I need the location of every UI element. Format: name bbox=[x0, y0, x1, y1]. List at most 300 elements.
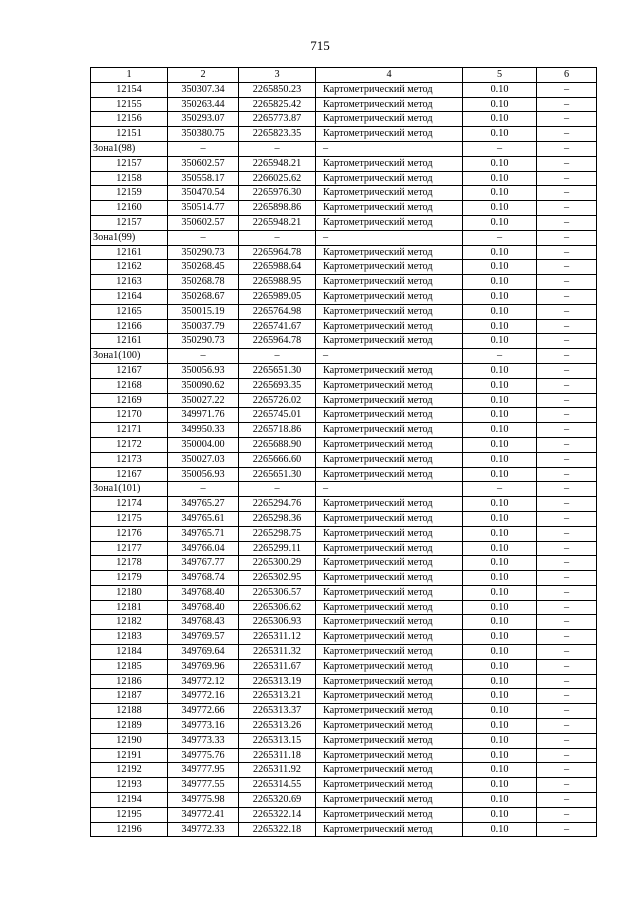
table-cell: 0.10 bbox=[463, 215, 537, 230]
table-cell: – bbox=[239, 230, 316, 245]
table-cell: 349777.55 bbox=[168, 778, 239, 793]
table-row bbox=[91, 156, 597, 171]
table-cell: 12165 bbox=[91, 304, 168, 319]
table-cell: 0.10 bbox=[463, 778, 537, 793]
table-cell: 12164 bbox=[91, 289, 168, 304]
table-cell: – bbox=[537, 156, 597, 171]
table-row bbox=[91, 408, 597, 423]
table-cell: 349772.41 bbox=[168, 807, 239, 822]
table-cell: – bbox=[239, 141, 316, 156]
zone-header-row bbox=[91, 349, 597, 364]
table-row bbox=[91, 201, 597, 216]
table-cell: Картометрический метод bbox=[316, 719, 463, 734]
table-cell: 0.10 bbox=[463, 511, 537, 526]
table-cell: 350293.07 bbox=[168, 112, 239, 127]
table-cell: 12161 bbox=[91, 245, 168, 260]
table-cell: 0.10 bbox=[463, 112, 537, 127]
table-row bbox=[91, 689, 597, 704]
table-cell: – bbox=[537, 807, 597, 822]
table-cell: Картометрический метод bbox=[316, 497, 463, 512]
table-cell: 12174 bbox=[91, 497, 168, 512]
table-cell: Картометрический метод bbox=[316, 585, 463, 600]
table-cell: 0.10 bbox=[463, 526, 537, 541]
zone-header-row bbox=[91, 482, 597, 497]
table-cell: Картометрический метод bbox=[316, 807, 463, 822]
table-cell: – bbox=[537, 319, 597, 334]
table-row bbox=[91, 171, 597, 186]
table-cell: 349767.77 bbox=[168, 556, 239, 571]
table-cell: 2265651.30 bbox=[239, 467, 316, 482]
table-cell: 0.10 bbox=[463, 363, 537, 378]
table-cell: 12167 bbox=[91, 363, 168, 378]
table-body bbox=[91, 82, 597, 837]
table-cell: 12163 bbox=[91, 275, 168, 290]
table-cell: 349768.43 bbox=[168, 615, 239, 630]
table-cell: – bbox=[537, 408, 597, 423]
table-cell: Картометрический метод bbox=[316, 215, 463, 230]
table-cell: 2265823.35 bbox=[239, 127, 316, 142]
table-cell: Картометрический метод bbox=[316, 630, 463, 645]
table-cell: 12157 bbox=[91, 215, 168, 230]
table-cell: – bbox=[537, 541, 597, 556]
table-cell: – bbox=[537, 230, 597, 245]
table-cell: Зона1(101) bbox=[91, 482, 168, 497]
table-cell: 350004.00 bbox=[168, 437, 239, 452]
table-cell: – bbox=[537, 733, 597, 748]
table-cell: 2265964.78 bbox=[239, 245, 316, 260]
table-cell: 2265948.21 bbox=[239, 156, 316, 171]
table-row bbox=[91, 393, 597, 408]
table-cell: Картометрический метод bbox=[316, 393, 463, 408]
table-cell: 349768.40 bbox=[168, 585, 239, 600]
column-header: 6 bbox=[537, 68, 597, 83]
table-cell: 349775.98 bbox=[168, 793, 239, 808]
table-cell: Картометрический метод bbox=[316, 571, 463, 586]
table-cell: 350056.93 bbox=[168, 363, 239, 378]
table-cell: 2265651.30 bbox=[239, 363, 316, 378]
table-cell: 350268.78 bbox=[168, 275, 239, 290]
table-cell: 0.10 bbox=[463, 674, 537, 689]
table-cell: 350263.44 bbox=[168, 97, 239, 112]
table-cell: 2265299.11 bbox=[239, 541, 316, 556]
table-cell: 349971.76 bbox=[168, 408, 239, 423]
table-row bbox=[91, 304, 597, 319]
table-row bbox=[91, 526, 597, 541]
table-cell: 12190 bbox=[91, 733, 168, 748]
table-cell: Картометрический метод bbox=[316, 319, 463, 334]
table-cell: 12160 bbox=[91, 201, 168, 216]
table-cell: Картометрический метод bbox=[316, 674, 463, 689]
table-cell: 0.10 bbox=[463, 689, 537, 704]
table-cell: – bbox=[316, 230, 463, 245]
table-cell: 12157 bbox=[91, 156, 168, 171]
table-cell: 2265311.92 bbox=[239, 763, 316, 778]
table-cell: 349768.74 bbox=[168, 571, 239, 586]
table-cell: 2265718.86 bbox=[239, 423, 316, 438]
table-row bbox=[91, 260, 597, 275]
table-cell: 0.10 bbox=[463, 807, 537, 822]
table-row bbox=[91, 112, 597, 127]
table-cell: – bbox=[537, 793, 597, 808]
table-cell: 0.10 bbox=[463, 82, 537, 97]
table-cell: 350056.93 bbox=[168, 467, 239, 482]
table-cell: – bbox=[537, 186, 597, 201]
table-cell: – bbox=[537, 719, 597, 734]
table-cell: 350514.77 bbox=[168, 201, 239, 216]
table-cell: – bbox=[537, 822, 597, 837]
table-cell: – bbox=[537, 630, 597, 645]
table-row bbox=[91, 215, 597, 230]
table-cell: 0.10 bbox=[463, 719, 537, 734]
table-cell: 12187 bbox=[91, 689, 168, 704]
table-cell: – bbox=[537, 215, 597, 230]
table-cell: 350037.79 bbox=[168, 319, 239, 334]
column-header: 2 bbox=[168, 68, 239, 83]
table-row bbox=[91, 363, 597, 378]
table-cell: 0.10 bbox=[463, 127, 537, 142]
table-cell: 0.10 bbox=[463, 452, 537, 467]
table-row bbox=[91, 630, 597, 645]
table-row bbox=[91, 719, 597, 734]
table-cell: Картометрический метод bbox=[316, 245, 463, 260]
table-cell: 0.10 bbox=[463, 467, 537, 482]
table-cell: Зона1(100) bbox=[91, 349, 168, 364]
table-row bbox=[91, 674, 597, 689]
table-cell: – bbox=[537, 423, 597, 438]
table-cell: Картометрический метод bbox=[316, 526, 463, 541]
table-cell: 0.10 bbox=[463, 260, 537, 275]
table-cell: Картометрический метод bbox=[316, 363, 463, 378]
table-cell: 0.10 bbox=[463, 423, 537, 438]
table-cell: – bbox=[537, 615, 597, 630]
table-cell: Картометрический метод bbox=[316, 201, 463, 216]
table-row bbox=[91, 275, 597, 290]
table-cell: 12159 bbox=[91, 186, 168, 201]
table-cell: 2265988.64 bbox=[239, 260, 316, 275]
table-cell: 12191 bbox=[91, 748, 168, 763]
table-cell: 350602.57 bbox=[168, 156, 239, 171]
table-cell: 12158 bbox=[91, 171, 168, 186]
table-cell: 0.10 bbox=[463, 97, 537, 112]
table-row bbox=[91, 659, 597, 674]
table-cell: 2265313.21 bbox=[239, 689, 316, 704]
table-cell: Зона1(99) bbox=[91, 230, 168, 245]
table-cell: 2265693.35 bbox=[239, 378, 316, 393]
table-cell: 12172 bbox=[91, 437, 168, 452]
table-cell: Картометрический метод bbox=[316, 615, 463, 630]
table-cell: 2265313.19 bbox=[239, 674, 316, 689]
table-cell: 0.10 bbox=[463, 748, 537, 763]
table-cell: 0.10 bbox=[463, 245, 537, 260]
table-cell: 350470.54 bbox=[168, 186, 239, 201]
table-row bbox=[91, 97, 597, 112]
table-row bbox=[91, 319, 597, 334]
table-cell: 2265320.69 bbox=[239, 793, 316, 808]
table-cell: 349777.95 bbox=[168, 763, 239, 778]
table-cell: – bbox=[239, 349, 316, 364]
table-cell: 2265294.76 bbox=[239, 497, 316, 512]
table-cell: 2265311.67 bbox=[239, 659, 316, 674]
table-cell: – bbox=[537, 289, 597, 304]
table-cell: 350290.73 bbox=[168, 334, 239, 349]
table-cell: Картометрический метод bbox=[316, 437, 463, 452]
table-cell: 0.10 bbox=[463, 793, 537, 808]
table-cell: 12192 bbox=[91, 763, 168, 778]
table-row bbox=[91, 511, 597, 526]
table-cell: 12154 bbox=[91, 82, 168, 97]
table-cell: 0.10 bbox=[463, 171, 537, 186]
table-cell: Картометрический метод bbox=[316, 423, 463, 438]
column-header: 1 bbox=[91, 68, 168, 83]
table-row bbox=[91, 556, 597, 571]
table-cell: 12173 bbox=[91, 452, 168, 467]
table-cell: Картометрический метод bbox=[316, 452, 463, 467]
table-cell: 349765.71 bbox=[168, 526, 239, 541]
table-cell: 2265313.37 bbox=[239, 704, 316, 719]
table-cell: Картометрический метод bbox=[316, 127, 463, 142]
column-header: 3 bbox=[239, 68, 316, 83]
table-cell: Картометрический метод bbox=[316, 822, 463, 837]
table-cell: – bbox=[537, 452, 597, 467]
table-cell: 0.10 bbox=[463, 408, 537, 423]
table-cell: 2265741.67 bbox=[239, 319, 316, 334]
table-cell: Картометрический метод bbox=[316, 186, 463, 201]
table-cell: – bbox=[316, 141, 463, 156]
column-header: 5 bbox=[463, 68, 537, 83]
table-cell: 2265311.32 bbox=[239, 645, 316, 660]
table-cell: 2265306.62 bbox=[239, 600, 316, 615]
table-cell: 12182 bbox=[91, 615, 168, 630]
table-cell: Картометрический метод bbox=[316, 689, 463, 704]
table-cell: Картометрический метод bbox=[316, 112, 463, 127]
table-cell: – bbox=[463, 230, 537, 245]
table-cell: 350290.73 bbox=[168, 245, 239, 260]
table-row bbox=[91, 822, 597, 837]
table-row bbox=[91, 467, 597, 482]
table-cell: 349765.61 bbox=[168, 511, 239, 526]
table-cell: 349766.04 bbox=[168, 541, 239, 556]
table-cell: Картометрический метод bbox=[316, 378, 463, 393]
table-cell: 2265850.23 bbox=[239, 82, 316, 97]
table-row bbox=[91, 289, 597, 304]
zone-header-row bbox=[91, 141, 597, 156]
table-cell: – bbox=[537, 704, 597, 719]
table-cell: 349773.33 bbox=[168, 733, 239, 748]
table-cell: 350268.45 bbox=[168, 260, 239, 275]
table-cell: 2265298.36 bbox=[239, 511, 316, 526]
table-cell: 0.10 bbox=[463, 659, 537, 674]
table-row bbox=[91, 571, 597, 586]
table-cell: – bbox=[537, 171, 597, 186]
table-cell: – bbox=[168, 482, 239, 497]
table-row bbox=[91, 733, 597, 748]
table-cell: 2266025.62 bbox=[239, 171, 316, 186]
table-cell: 12181 bbox=[91, 600, 168, 615]
table-cell: Картометрический метод bbox=[316, 763, 463, 778]
table-row bbox=[91, 793, 597, 808]
table-cell: 2265311.12 bbox=[239, 630, 316, 645]
table-cell: 2265311.18 bbox=[239, 748, 316, 763]
table-cell: – bbox=[537, 659, 597, 674]
table-row bbox=[91, 600, 597, 615]
table-cell: 12180 bbox=[91, 585, 168, 600]
table-cell: 0.10 bbox=[463, 275, 537, 290]
table-cell: 12179 bbox=[91, 571, 168, 586]
table-cell: 2265964.78 bbox=[239, 334, 316, 349]
table-cell: – bbox=[537, 467, 597, 482]
table-cell: – bbox=[537, 378, 597, 393]
table-row bbox=[91, 334, 597, 349]
table-cell: Картометрический метод bbox=[316, 97, 463, 112]
table-cell: 2265976.30 bbox=[239, 186, 316, 201]
table-cell: – bbox=[537, 778, 597, 793]
table-cell: 2265298.75 bbox=[239, 526, 316, 541]
table-cell: Картометрический метод bbox=[316, 556, 463, 571]
table-cell: – bbox=[168, 230, 239, 245]
table-cell: Картометрический метод bbox=[316, 793, 463, 808]
table-cell: – bbox=[537, 127, 597, 142]
table-cell: 12194 bbox=[91, 793, 168, 808]
table-cell: – bbox=[537, 260, 597, 275]
table-cell: 12171 bbox=[91, 423, 168, 438]
table-cell: Картометрический метод bbox=[316, 778, 463, 793]
table-row bbox=[91, 452, 597, 467]
table-cell: Картометрический метод bbox=[316, 171, 463, 186]
table-cell: 12170 bbox=[91, 408, 168, 423]
table-cell: – bbox=[537, 748, 597, 763]
table-cell: 12151 bbox=[91, 127, 168, 142]
table-cell: 2265745.01 bbox=[239, 408, 316, 423]
table-cell: – bbox=[537, 275, 597, 290]
table-cell: 350380.75 bbox=[168, 127, 239, 142]
table-cell: Картометрический метод bbox=[316, 704, 463, 719]
table-cell: 12195 bbox=[91, 807, 168, 822]
table-cell: 2265773.87 bbox=[239, 112, 316, 127]
table-cell: – bbox=[463, 349, 537, 364]
table-row bbox=[91, 497, 597, 512]
table-row bbox=[91, 82, 597, 97]
table-cell: 2265314.55 bbox=[239, 778, 316, 793]
table-cell: – bbox=[537, 571, 597, 586]
table-row bbox=[91, 437, 597, 452]
table-cell: 12184 bbox=[91, 645, 168, 660]
table-cell: – bbox=[463, 482, 537, 497]
table-cell: – bbox=[537, 393, 597, 408]
table-cell: – bbox=[537, 304, 597, 319]
table-cell: – bbox=[537, 556, 597, 571]
table-cell: – bbox=[537, 497, 597, 512]
table-cell: 2265322.14 bbox=[239, 807, 316, 822]
table-cell: Картометрический метод bbox=[316, 659, 463, 674]
table-cell: – bbox=[537, 363, 597, 378]
table-cell: – bbox=[239, 482, 316, 497]
table-row bbox=[91, 541, 597, 556]
table-cell: 0.10 bbox=[463, 186, 537, 201]
table-cell: 0.10 bbox=[463, 615, 537, 630]
table-row bbox=[91, 704, 597, 719]
table-cell: 12162 bbox=[91, 260, 168, 275]
table-cell: 349950.33 bbox=[168, 423, 239, 438]
table-cell: – bbox=[537, 97, 597, 112]
table-cell: 0.10 bbox=[463, 763, 537, 778]
table-cell: 0.10 bbox=[463, 437, 537, 452]
table-cell: 2265825.42 bbox=[239, 97, 316, 112]
table-cell: 12185 bbox=[91, 659, 168, 674]
table-cell: 12178 bbox=[91, 556, 168, 571]
table-cell: Картометрический метод bbox=[316, 467, 463, 482]
table-cell: 349769.57 bbox=[168, 630, 239, 645]
table-cell: 2265313.26 bbox=[239, 719, 316, 734]
column-header: 4 bbox=[316, 68, 463, 83]
table-cell: 2265764.98 bbox=[239, 304, 316, 319]
table-cell: 0.10 bbox=[463, 156, 537, 171]
table-cell: 2265322.18 bbox=[239, 822, 316, 837]
table-cell: 350558.17 bbox=[168, 171, 239, 186]
table-cell: Картометрический метод bbox=[316, 82, 463, 97]
table-cell: 0.10 bbox=[463, 630, 537, 645]
table-cell: 349772.66 bbox=[168, 704, 239, 719]
table-cell: 12155 bbox=[91, 97, 168, 112]
table-cell: – bbox=[537, 334, 597, 349]
table-cell: 0.10 bbox=[463, 556, 537, 571]
table-cell: 349772.33 bbox=[168, 822, 239, 837]
table-cell: Картометрический метод bbox=[316, 733, 463, 748]
table-cell: – bbox=[537, 600, 597, 615]
table-cell: 0.10 bbox=[463, 201, 537, 216]
table-cell: 0.10 bbox=[463, 733, 537, 748]
table-cell: – bbox=[168, 141, 239, 156]
table-cell: 0.10 bbox=[463, 645, 537, 660]
table-cell: – bbox=[537, 82, 597, 97]
table-row bbox=[91, 585, 597, 600]
table-cell: 350268.67 bbox=[168, 289, 239, 304]
table-cell: – bbox=[463, 141, 537, 156]
table-cell: – bbox=[537, 201, 597, 216]
table-cell: 2265306.57 bbox=[239, 585, 316, 600]
table-cell: 12167 bbox=[91, 467, 168, 482]
table-cell: 2265898.86 bbox=[239, 201, 316, 216]
table-cell: – bbox=[316, 349, 463, 364]
table-cell: Картометрический метод bbox=[316, 748, 463, 763]
table-cell: 12183 bbox=[91, 630, 168, 645]
table-row bbox=[91, 378, 597, 393]
table-cell: Картометрический метод bbox=[316, 260, 463, 275]
table-cell: 12156 bbox=[91, 112, 168, 127]
table-cell: 349772.16 bbox=[168, 689, 239, 704]
table-cell: 350015.19 bbox=[168, 304, 239, 319]
table-cell: 349775.76 bbox=[168, 748, 239, 763]
table-cell: – bbox=[537, 763, 597, 778]
table-row bbox=[91, 615, 597, 630]
table-cell: 12176 bbox=[91, 526, 168, 541]
table-cell: 12177 bbox=[91, 541, 168, 556]
table-cell: 12193 bbox=[91, 778, 168, 793]
table-cell: Картометрический метод bbox=[316, 408, 463, 423]
table-cell: 12168 bbox=[91, 378, 168, 393]
table-cell: – bbox=[537, 526, 597, 541]
table-cell: 350307.34 bbox=[168, 82, 239, 97]
table-cell: 349769.96 bbox=[168, 659, 239, 674]
table-cell: 0.10 bbox=[463, 304, 537, 319]
table-cell: 2265300.29 bbox=[239, 556, 316, 571]
table-cell: 2265313.15 bbox=[239, 733, 316, 748]
table-cell: – bbox=[537, 511, 597, 526]
table-cell: 0.10 bbox=[463, 571, 537, 586]
table-cell: 350027.22 bbox=[168, 393, 239, 408]
table-cell: – bbox=[537, 112, 597, 127]
table-cell: 0.10 bbox=[463, 704, 537, 719]
table-row bbox=[91, 807, 597, 822]
